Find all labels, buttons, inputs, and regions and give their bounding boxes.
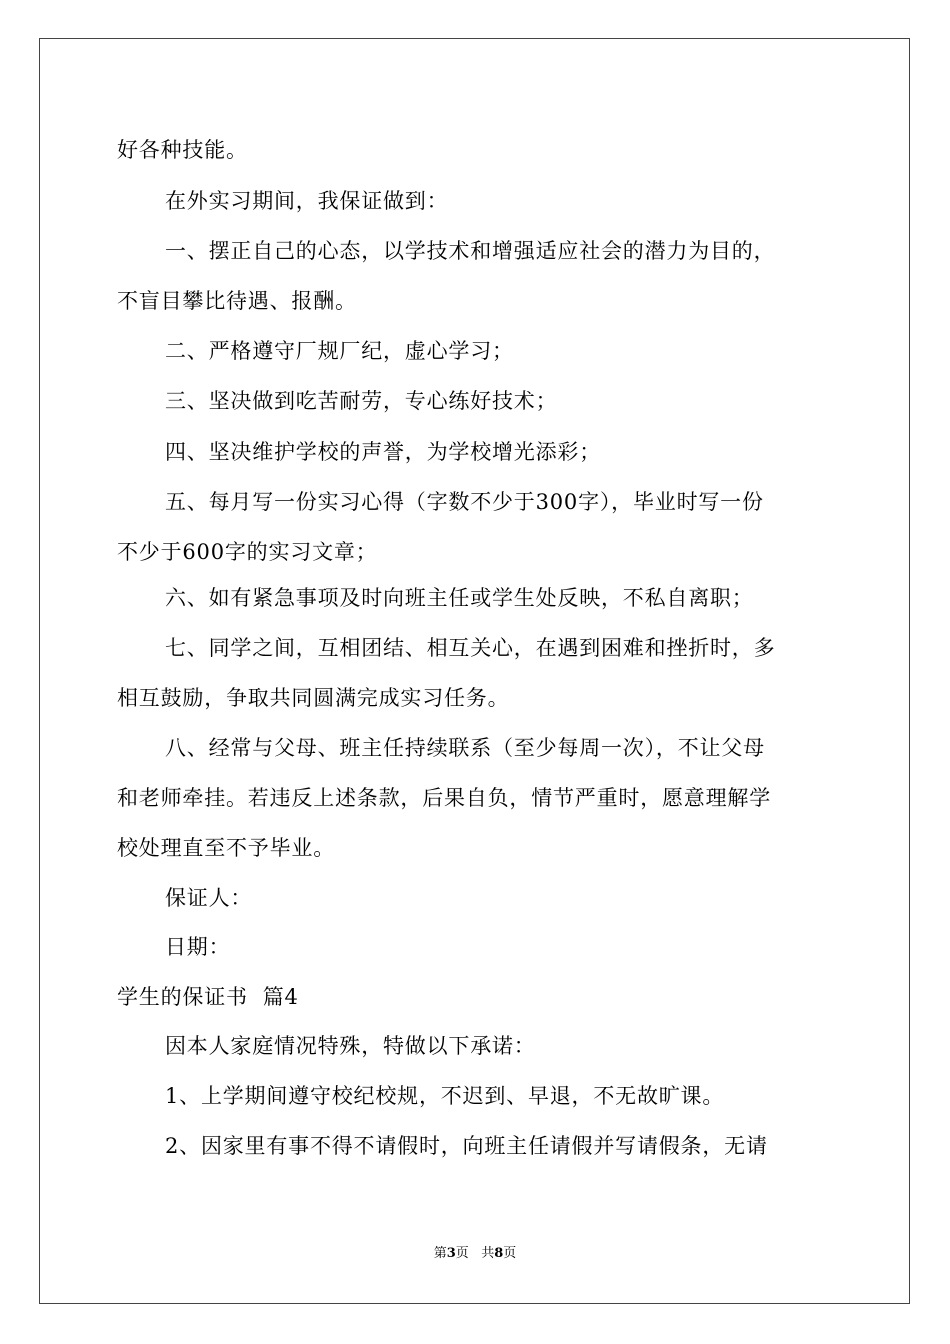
- footer-current-page: 3: [446, 1246, 456, 1261]
- text-line: 因本人家庭情况特殊，特做以下承诺：: [165, 1034, 536, 1058]
- text-line: 在外实习期间，我保证做到：: [165, 189, 449, 213]
- page-frame: [39, 38, 910, 1304]
- text-line: 五、每月写一份实习心得（字数不少于300字），毕业时写一份: [165, 490, 764, 514]
- signatory-label: 保证人：: [165, 886, 253, 910]
- text-line: 和老师牵挂。若违反上述条款，后果自负，情节严重时，愿意理解学: [117, 786, 771, 810]
- text-line: 四、坚决维护学校的声誉，为学校增光添彩；: [165, 440, 601, 464]
- text-line: 三、坚决做到吃苦耐劳，专心练好技术；: [165, 389, 558, 413]
- text-line: 1、上学期间遵守校纪校规，不迟到、早退，不无故旷课。: [165, 1084, 725, 1108]
- footer-prefix: 第: [433, 1246, 447, 1261]
- text-line: 八、经常与父母、班主任持续联系（至少每周一次），不让父母: [165, 736, 765, 760]
- text-line: 六、如有紧急事项及时向班主任或学生处反映，不私自离职；: [165, 586, 754, 610]
- text-line: 好各种技能。: [117, 138, 248, 162]
- footer-total-pages: 8: [494, 1246, 504, 1261]
- footer-mid: 页 共: [455, 1246, 495, 1261]
- text-line: 相互鼓励，争取共同圆满完成实习任务。: [117, 686, 510, 710]
- text-line: 一、摆正自己的心态，以学技术和增强适应社会的潜力为目的，: [165, 239, 776, 263]
- text-line: 不少于600字的实习文章；: [117, 540, 378, 564]
- date-label: 日期：: [165, 935, 231, 959]
- section-heading: 学生的保证书 篇4: [117, 985, 299, 1009]
- text-line: 七、同学之间，互相团结、相互关心，在遇到困难和挫折时，多: [165, 636, 776, 660]
- text-line: 二、严格遵守厂规厂纪，虚心学习；: [165, 339, 514, 363]
- text-line: 不盲目攀比待遇、报酬。: [117, 289, 357, 313]
- footer-suffix: 页: [503, 1246, 517, 1261]
- page-footer: [0, 1245, 950, 1263]
- text-line: 校处理直至不予毕业。: [117, 836, 335, 860]
- text-line: 2、因家里有事不得不请假时，向班主任请假并写请假条，无请: [165, 1134, 768, 1158]
